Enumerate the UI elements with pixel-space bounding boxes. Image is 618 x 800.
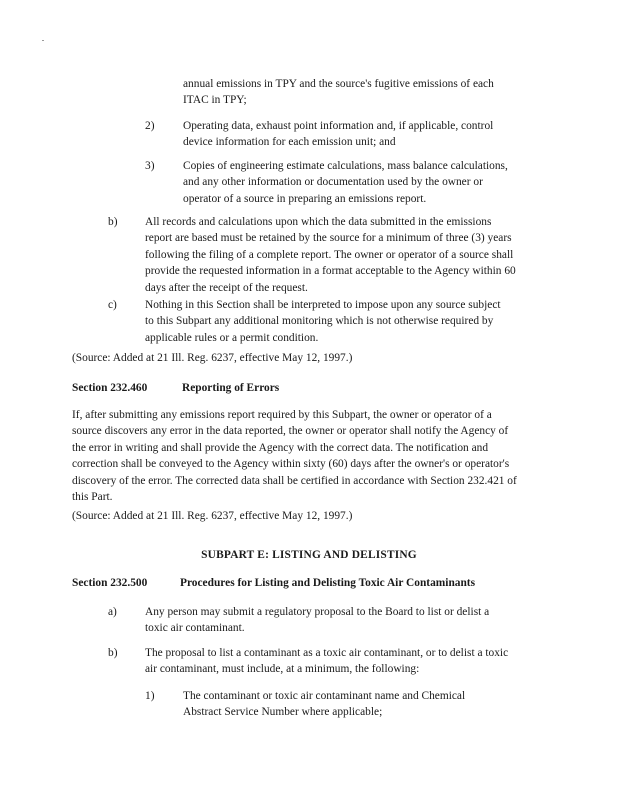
list-item [145, 214, 520, 296]
list-item-text: Copies of engineering estimate calculations, mass balance calculations, and any other information or documentation used by the owner or operator of a source in preparing an emissions report. [183, 160, 508, 205]
section-heading [72, 380, 522, 398]
section-title: Reporting of Errors [182, 382, 280, 394]
section-number: Section 232.460 [72, 382, 148, 394]
list-item-number: b) [108, 216, 118, 228]
list-item-number: 3) [145, 160, 155, 172]
section-title: Procedures for Listing and Delisting Toxic Air Contaminants [180, 577, 476, 589]
list-item [145, 604, 510, 637]
paragraph: If, after submitting any emissions report required by this Subpart, the owner or operator of a source discovers any error in the data reported, the owner or operator shall notify the Agency of the error in writing and shall provide the Agency with the correct data. The notification and correction shall be conveyed to the Agency within sixty (60) days after the owner's or operator's discovery of the error. The corrected data shall be certified in accordance with Section 232.421 of this Part. [72, 409, 517, 504]
scan-speck [42, 40, 44, 41]
list-item-number: a) [108, 606, 117, 618]
list-item [145, 645, 520, 678]
list-item-text: Operating data, exhaust point information and, if applicable, control device information for each emission unit; and [183, 120, 494, 149]
list-item [183, 688, 501, 721]
list-item-number: c) [108, 299, 117, 311]
list-item-text: The contaminant or toxic air contaminant name and Chemical Abstract Service Number where applicable; [183, 690, 466, 719]
list-item-text: All records and calculations upon which the data submitted in the emissions report are based must be retained by the source for a minimum of three (3) years following the filing of a complete report. The owner or operator of a source shall provide the requested information in a format acceptable to the Agency within 60 days after the receipt of the request. [145, 216, 516, 294]
list-item [145, 297, 505, 346]
list-item [183, 118, 501, 151]
subpart-heading: SUBPART E: LISTING AND DELISTING [201, 549, 417, 561]
list-item-number: 2) [145, 120, 155, 132]
list-item-continuation [183, 76, 515, 109]
list-item [183, 158, 515, 207]
source-note: (Source: Added at 21 Ill. Reg. 6237, effective May 12, 1997.) [72, 352, 353, 364]
list-item-text: Any person may submit a regulatory proposal to the Board to list or delist a toxic air contaminant. [145, 606, 490, 635]
list-item-number: 1) [145, 690, 155, 702]
section-heading [72, 575, 532, 593]
list-item-text: Nothing in this Section shall be interpreted to impose upon any source subject to this Subpart any additional monitoring which is not otherwise required by applicable rules or a permit condition. [145, 299, 501, 344]
list-item-number: b) [108, 647, 118, 659]
list-item-text: The proposal to list a contaminant as a toxic air contaminant, or to delist a toxic air contaminant, must include, at a minimum, the following: [145, 647, 509, 676]
list-item-text: annual emissions in TPY and the source's fugitive emissions of each ITAC in TPY; [183, 78, 494, 107]
section-body [72, 407, 522, 505]
section-number: Section 232.500 [72, 577, 148, 589]
source-note: (Source: Added at 21 Ill. Reg. 6237, effective May 12, 1997.) [72, 510, 353, 522]
